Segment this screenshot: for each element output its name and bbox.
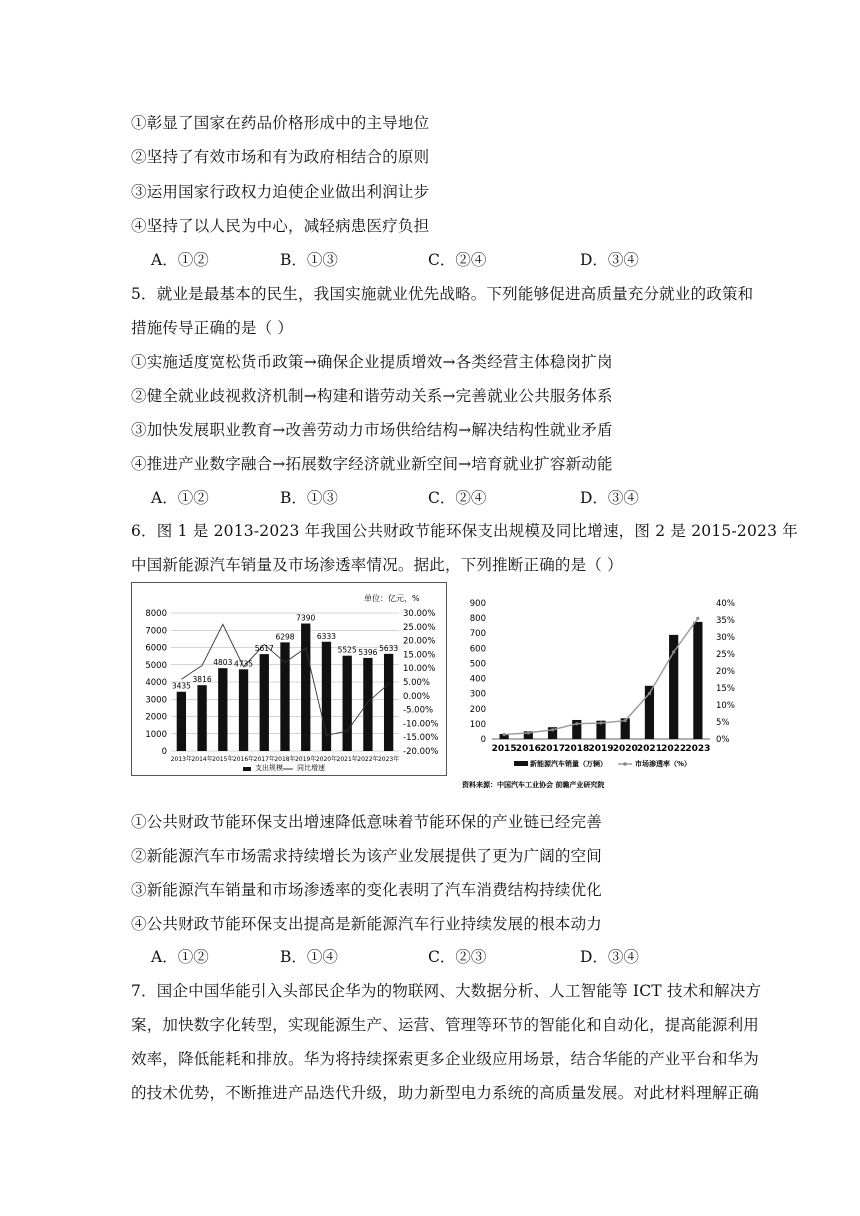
- figure-2-x-tick: 2016: [515, 744, 541, 754]
- figure-2-legend-line-marker: [623, 762, 627, 766]
- q5-statement-1: ①实施适度宽松货币政策→确保企业提质增效→各类经营主体稳岗扩岗: [131, 353, 613, 371]
- figure-1-legend-bar-swatch: [243, 767, 251, 771]
- figure-2-legend-bar-swatch: [514, 761, 528, 766]
- figure-1-unit-label: 单位：亿元，%: [364, 594, 420, 603]
- figure-2-source: 资料来源：中国汽车工业协会 前瞻产业研究院: [462, 781, 605, 789]
- figure-2-line-point: [503, 733, 506, 736]
- figure-1-x-tick: 2022年: [357, 756, 379, 763]
- figure-2-bar: [693, 622, 702, 739]
- figure-2-y2-tick: 20%: [716, 667, 735, 677]
- figure-1-x-tick: 2015年: [212, 756, 234, 763]
- figure-1-x-tick: 2014年: [191, 756, 213, 763]
- figure-1-y-tick: 0: [161, 747, 167, 757]
- q5-option-d[interactable]: D．③④: [580, 489, 639, 507]
- figure-1-y2-tick: -15.00%: [403, 733, 439, 744]
- q6-stem-line-2: 中国新能源汽车销量及市场渗透率情况。据此，下列推断正确的是（ ）: [131, 556, 623, 574]
- figure-2-x-tick: 2023: [685, 744, 711, 754]
- figure-1-chart: [131, 582, 447, 776]
- figure-1-y2-tick: -5.00%: [403, 705, 434, 716]
- q5-stem-line-2: 措施传导正确的是（ ）: [131, 319, 294, 337]
- figure-2-x-tick: 2019: [588, 744, 614, 754]
- figure-1-y-tick: 6000: [145, 643, 167, 654]
- figure-1-x-tick: 2017年: [253, 756, 275, 763]
- figure-1-bar: [177, 692, 186, 751]
- figure-2-line-point: [575, 722, 578, 725]
- figure-1-y2-tick: 30.00%: [403, 609, 436, 619]
- figure-2-x-tick: 2018: [564, 744, 590, 754]
- figure-2-y2-tick: 30%: [716, 633, 735, 643]
- figure-1-x-tick: 2020年: [315, 756, 338, 763]
- q5-option-b[interactable]: B．①③: [280, 489, 338, 507]
- q7-line-4: 的技术优势，不断推进产品迭代升级，助力新型电力系统的高质量发展。对此材料理解正确: [131, 1084, 760, 1102]
- figure-1-y2-tick: -20.00%: [403, 747, 439, 757]
- figure-2-legend-line-label: 市场渗透率（%）: [635, 760, 692, 768]
- figure-1-y2-tick: 15.00%: [403, 650, 436, 661]
- figure-1-bar-label: 7390: [296, 613, 316, 623]
- figure-2-line-point: [624, 719, 627, 722]
- figure-1-bar-label: 5633: [379, 643, 399, 653]
- figure-2-chart: [458, 595, 740, 795]
- figure-2-line-point: [527, 731, 530, 734]
- q6-options: [151, 945, 751, 965]
- figure-1-y2-tick: 5.00%: [403, 678, 431, 688]
- figure-2-y2-tick: 40%: [716, 599, 735, 609]
- figure-1-y2-tick: -10.00%: [403, 719, 439, 730]
- q4-option-c[interactable]: C．②④: [428, 251, 487, 269]
- figure-2-x-tick: 2017: [540, 744, 566, 754]
- q4-statement-2: ②坚持了有效市场和有为政府相结合的原则: [131, 148, 430, 166]
- q4-statement-1: ①彰显了国家在药品价格形成中的主导地位: [131, 114, 430, 132]
- q4-options: [151, 248, 751, 268]
- q6-option-d[interactable]: D．③④: [580, 948, 639, 966]
- figure-1-y2-tick: 25.00%: [403, 622, 436, 633]
- figure-1-x-tick: 2018年: [274, 756, 296, 763]
- figure-1-y2-tick: 0.00%: [403, 691, 431, 702]
- figure-2-y2-tick: 0%: [716, 735, 730, 745]
- q4-option-a[interactable]: A．①②: [151, 251, 209, 269]
- figure-2-line-point: [648, 692, 651, 695]
- figure-2-line-point: [672, 650, 675, 653]
- figure-1-y-tick: 1000: [145, 729, 167, 740]
- q5-statement-4: ④推进产业数字融合→拓展数字经济就业新空间→培育就业扩容新动能: [131, 455, 613, 473]
- figure-1-x-tick: 2023年: [377, 756, 400, 763]
- figure-2-y-tick: 600: [469, 644, 486, 655]
- q6-statement-4: ④公共财政节能环保支出提高是新能源汽车行业持续发展的根本动力: [131, 915, 603, 933]
- q5-option-a[interactable]: A．①②: [151, 489, 209, 507]
- figure-2-y-tick: 800: [469, 614, 486, 625]
- q7-line-1: 7．国企中国华能引入头部民企华为的物联网、大数据分析、人工智能等 ICT 技术和解决方: [131, 982, 762, 1000]
- figure-1-bar: [239, 669, 248, 751]
- figure-2-line-point: [599, 721, 602, 724]
- q6-statement-2: ②新能源汽车市场需求持续增长为该产业发展提供了更为广阔的空间: [131, 847, 603, 865]
- figure-1-x-tick: 2021年: [336, 756, 358, 763]
- figure-2-y2-tick: 15%: [716, 684, 735, 694]
- figure-2-y2-tick: 5%: [716, 718, 730, 728]
- figure-1-y-tick: 8000: [145, 609, 167, 619]
- figure-2-penetration-line: [504, 618, 698, 734]
- q7-line-2: 案，加快数字化转型，实现能源生产、运营、管理等环节的智能化和自动化，提高能源利用: [131, 1016, 760, 1034]
- q4-option-b[interactable]: B．①③: [280, 251, 338, 269]
- q6-option-a[interactable]: A．①②: [151, 948, 209, 966]
- figure-2-line-point: [551, 728, 554, 731]
- figure-2-y-tick: 400: [469, 674, 486, 685]
- q5-stem-line-1: 5．就业是最基本的民生，我国实施就业优先战略。下列能够促进高质量充分就业的政策和: [131, 285, 754, 303]
- figure-1-y-tick: 2000: [145, 712, 167, 723]
- figure-2-x-tick: 2020: [612, 744, 638, 754]
- figure-1-bar: [363, 658, 372, 751]
- figure-2-legend-bar-label: 新能源汽车销量（万辆）: [530, 760, 607, 768]
- figure-1-bar: [280, 642, 289, 751]
- figure-2-y-tick: 900: [469, 599, 486, 609]
- figure-2-y-tick: 300: [469, 689, 486, 700]
- figure-2-y-tick: 700: [469, 629, 486, 640]
- figure-1-y-tick: 7000: [145, 626, 167, 637]
- figure-2-y-tick: 500: [469, 659, 486, 670]
- q6-statement-3: ③新能源汽车销量和市场渗透率的变化表明了汽车消费结构持续优化: [131, 881, 603, 899]
- figure-1-bar-label: 3435: [171, 681, 191, 691]
- q5-options: [151, 486, 751, 506]
- q6-stem-line-1: 6．图 1 是 2013-2023 年我国公共财政节能环保支出规模及同比增速，图 2 是 2015-2023 年: [131, 522, 798, 540]
- figure-2-line-point: [696, 617, 699, 620]
- figure-1-bar-label: 5396: [358, 647, 378, 657]
- q4-statement-4: ④坚持了以人民为中心，减轻病患医疗负担: [131, 217, 430, 235]
- figure-1-svg: [131, 582, 447, 776]
- figure-2-x-tick: 2021: [636, 744, 662, 754]
- figure-2-y2-tick: 10%: [716, 701, 735, 711]
- figure-1-x-tick: 2016年: [232, 756, 255, 763]
- figure-2-y2-tick: 35%: [716, 616, 735, 626]
- figure-1-bar-label: 5617: [254, 644, 274, 654]
- figure-1-bar-label: 5525: [337, 645, 357, 655]
- figure-1-bar: [301, 624, 310, 751]
- figure-1-y2-tick: 20.00%: [403, 636, 436, 647]
- figure-1-bar: [218, 668, 227, 751]
- figure-2-y-tick: 200: [469, 704, 486, 715]
- figure-1-y-tick: 3000: [145, 695, 167, 706]
- figure-1-y2-tick: 10.00%: [403, 664, 436, 675]
- figure-2-x-tick: 2022: [661, 744, 687, 754]
- q5-statement-3: ③加快发展职业教育→改善劳动力市场供给结构→解决结构性就业矛盾: [131, 421, 613, 439]
- q6-option-b[interactable]: B．①④: [280, 948, 338, 966]
- figure-2-y2-tick: 25%: [716, 650, 735, 660]
- figure-1-y-tick: 5000: [145, 660, 167, 671]
- figure-1-bar: [197, 685, 206, 751]
- figure-1-bar-label: 6333: [316, 631, 337, 641]
- figure-1-bar: [260, 654, 269, 751]
- q5-option-c[interactable]: C．②④: [428, 489, 487, 507]
- q6-statement-1: ①公共财政节能环保支出增速降低意味着节能环保的产业链已经完善: [131, 813, 603, 831]
- figure-1-bar: [343, 656, 352, 751]
- figure-1-y-tick: 4000: [145, 678, 167, 688]
- figure-2-y-tick: 100: [469, 719, 486, 730]
- figure-1-bar-label: 3816: [192, 675, 212, 685]
- figure-1-bar-label: 6298: [275, 632, 295, 642]
- q4-statement-3: ③运用国家行政权力迫使企业做出利润让步: [131, 183, 430, 201]
- figure-1-bar-label: 4803: [213, 658, 233, 668]
- q7-line-3: 效率，降低能耗和排放。华为将持续探索更多企业级应用场景，结合华能的产业平台和华为: [131, 1050, 760, 1068]
- figure-1-x-tick: 2019年: [295, 756, 317, 763]
- figure-1-legend-line-label: 同比增速: [297, 764, 325, 772]
- figure-2-x-tick: 2015: [491, 744, 517, 754]
- figure-2-svg: [458, 595, 740, 795]
- q6-option-c[interactable]: C．②③: [428, 948, 487, 966]
- figure-1-legend-bar-label: 支出规模: [255, 764, 283, 772]
- q4-option-d[interactable]: D．③④: [580, 251, 639, 269]
- figure-1-bar: [384, 654, 393, 751]
- figure-1-bar-label: 4735: [233, 659, 254, 669]
- figure-1-x-tick: 2013年: [170, 756, 193, 763]
- figure-2-y-tick: 0: [480, 735, 486, 745]
- q5-statement-2: ②健全就业歧视救济机制→构建和谐劳动关系→完善就业公共服务体系: [131, 387, 613, 405]
